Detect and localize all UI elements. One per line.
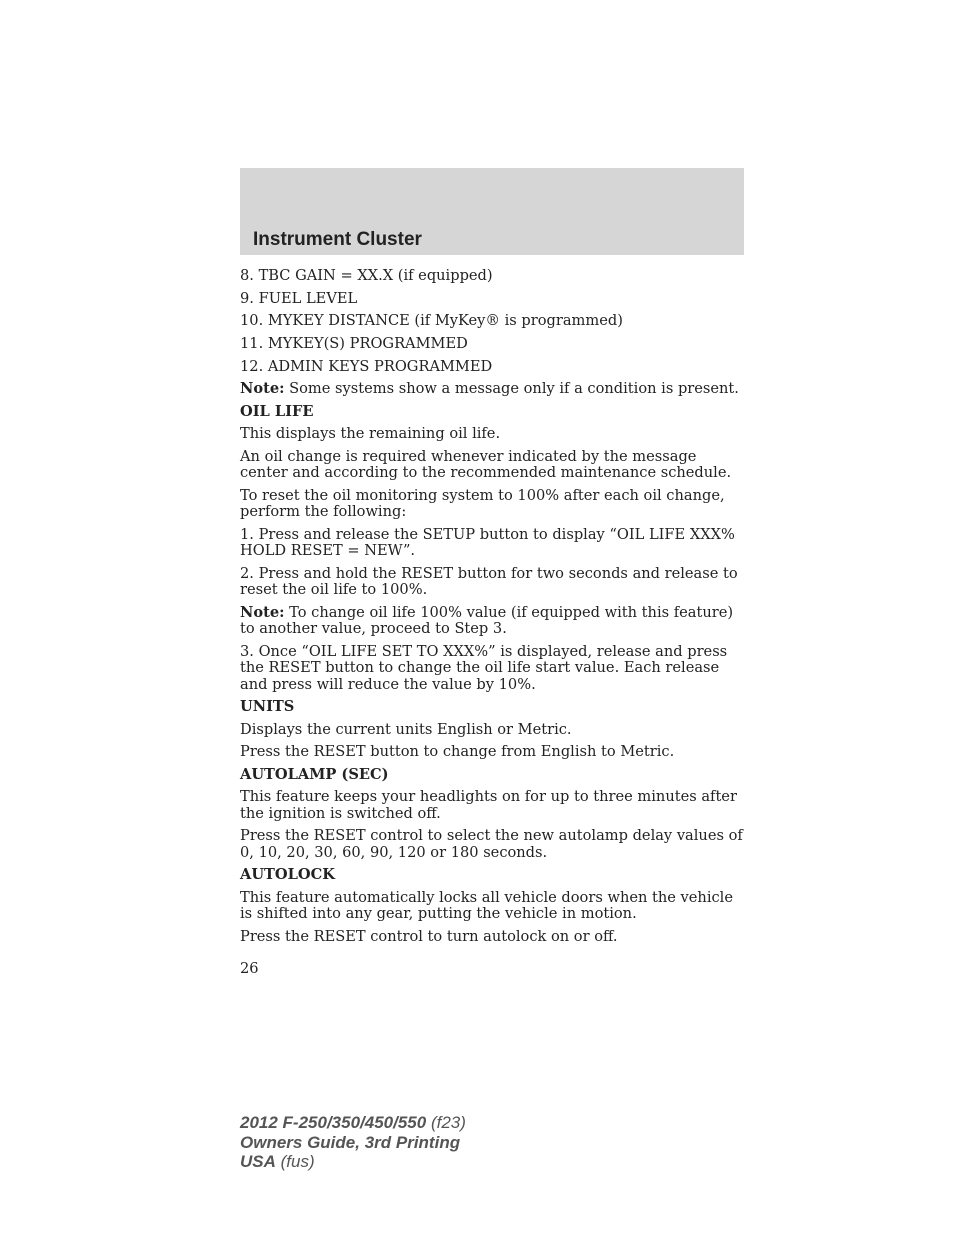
heading-autolamp: AUTOLAMP (SEC) (240, 765, 389, 783)
note (240, 605, 746, 638)
note-text: Some systems show a message only if a condition is present. (284, 380, 739, 398)
paragraph: This displays the remaining oil life. (240, 425, 501, 443)
list-item: 11. MYKEY(S) PROGRAMMED (240, 335, 468, 353)
note-label: Note: (240, 603, 285, 621)
section-title: Instrument Cluster (253, 229, 422, 250)
paragraph: This feature automatically locks all vehicle doors when the vehicle is shifted into any gear, putting the vehicle in motion. (240, 888, 733, 923)
paragraph: Press the RESET control to turn autolock on or off. (240, 927, 618, 945)
step-2: 2. Press and hold the RESET button for two seconds and release to reset the oil life to 100%. (240, 564, 738, 599)
paragraph: Press the RESET control to select the new autolamp delay values of 0, 10, 20, 30, 60, 90, 120 or 180 seconds. (240, 827, 743, 861)
note (240, 381, 746, 398)
list-item: 12. ADMIN KEYS PROGRAMMED (240, 357, 493, 375)
step-1: 1. Press and release the SETUP button to display “OIL LIFE XXX% HOLD RESET = NEW”. (240, 525, 735, 560)
paragraph: Press the RESET button to change from English to Metric. (240, 743, 675, 761)
heading-autolock: AUTOLOCK (240, 866, 335, 884)
note-label: Note: (240, 380, 285, 398)
heading-units: UNITS (240, 698, 295, 716)
step-3: 3. Once “OIL LIFE SET TO XXX%” is displayed, release and press the RESET button to change the oil life start value. Each release and press will reduce the value by 10%. (240, 642, 728, 693)
footer-line-guide: Owners Guide, 3rd Printing (240, 1132, 461, 1152)
footer-code: (f23) (426, 1113, 466, 1132)
paragraph: An oil change is required whenever indicated by the message center and according to the recommended maintenance schedule. (240, 447, 732, 482)
heading-oil-life: OIL LIFE (240, 402, 314, 420)
footer-region-code: (fus) (275, 1152, 315, 1171)
section-header (240, 168, 744, 255)
page-number: 26 (240, 960, 259, 977)
paragraph: To reset the oil monitoring system to 100% after each oil change, perform the following: (240, 486, 725, 521)
footer-model: 2012 F-250/350/450/550 (240, 1113, 427, 1132)
paragraph: This feature keeps your headlights on for up to three minutes after the ignition is switched off. (240, 788, 737, 822)
page-content (240, 268, 746, 951)
note-text: To change oil life 100% value (if equipped with this feature) to another value, proceed to Step 3. (240, 603, 734, 638)
paragraph: Displays the current units English or Metric. (240, 720, 572, 738)
list-item: 10. MYKEY DISTANCE (if MyKey® is programmed) (240, 312, 623, 330)
list-item: 8. TBC GAIN = XX.X (if equipped) (240, 267, 493, 284)
footer-line-model (240, 1113, 466, 1133)
list-item: 9. FUEL LEVEL (240, 289, 358, 307)
footer-info (240, 1113, 466, 1172)
footer-region: USA (240, 1152, 276, 1171)
footer-line-region (240, 1152, 466, 1172)
